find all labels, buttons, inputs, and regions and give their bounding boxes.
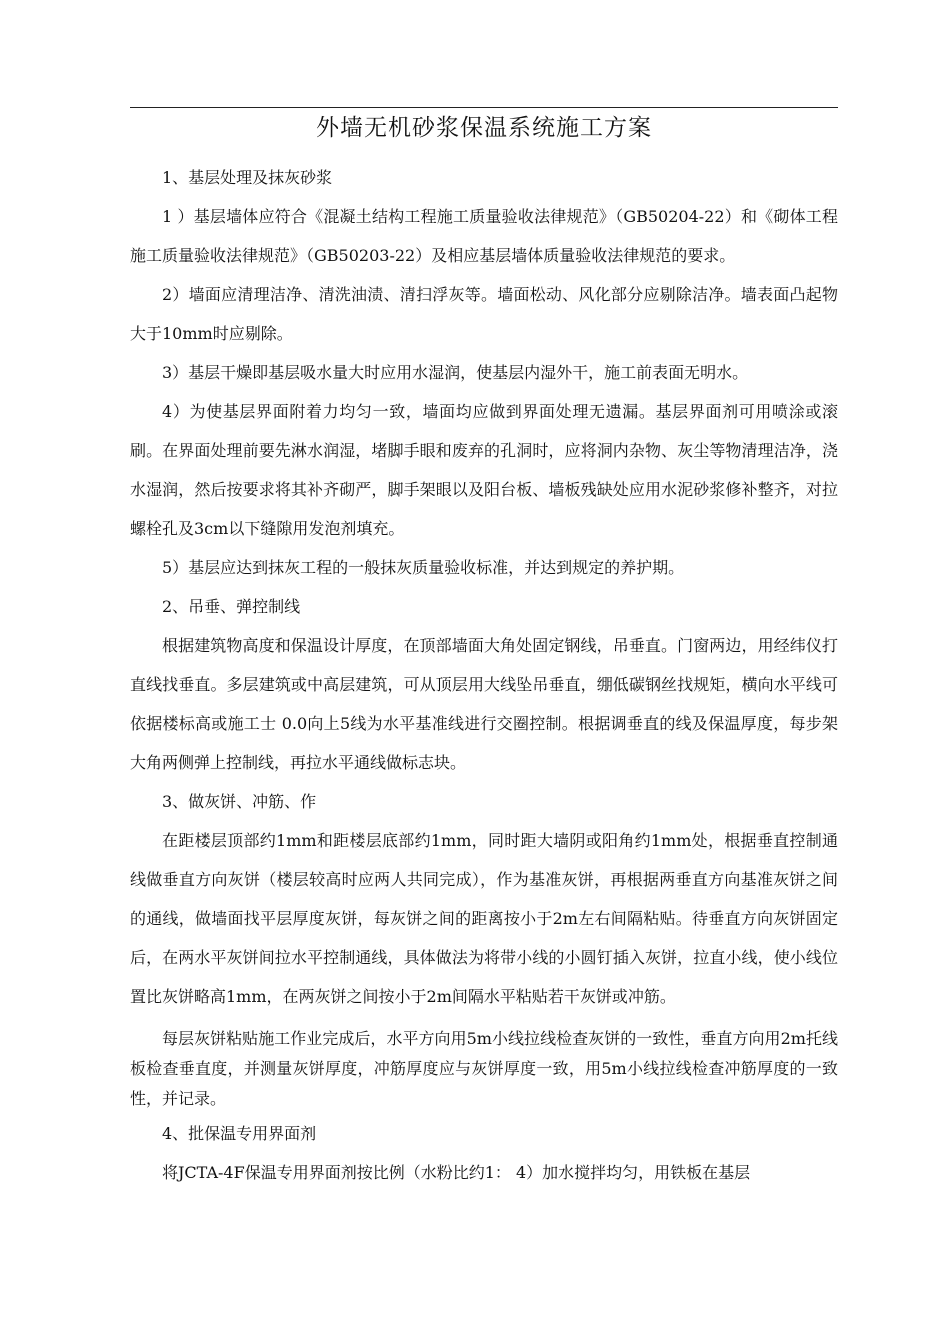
header-rule	[130, 107, 838, 108]
paragraph-3-1: 在距楼层顶部约1mm和距楼层底部约1mm，同时距大墙阴或阳角约1mm处，根据垂直控制通线做垂直方向灰饼（楼层较高时应两人共同完成），作为基准灰饼，再根据两垂直方向基准灰饼之间的通线，做墙面找平层厚度灰饼，每灰饼之间的距离按小于2m左右间隔粘贴。待垂直方向灰饼固定后，在两水平灰饼间拉水平控制通线，具体做法为将带小线的小圆钉插入灰饼，拉直小线，使小线位置比灰饼略高1mm，在两灰饼之间按小于2m间隔水平粘贴若干灰饼或冲筋。	[130, 831, 838, 1006]
paragraph-4-1: 将JCTA-4F保温专用界面剂按比例（水粉比约1： 4）加水搅拌均匀，用铁板在基层	[162, 1163, 751, 1182]
section-heading-2: 2、吊垂、弹控制线	[162, 597, 301, 616]
paragraph-1-5: 5）基层应达到抹灰工程的一般抹灰质量验收标准，并达到规定的养护期。	[162, 558, 685, 577]
section-heading-3: 3、做灰饼、冲筋、作	[162, 792, 317, 811]
paragraph-2-1: 根据建筑物高度和保温设计厚度，在顶部墙面大角处固定钢线，吊垂直。门窗两边，用经纬仪打直线找垂直。多层建筑或中高层建筑，可从顶层用大线坠吊垂直，绷低碳钢丝找规矩，横向水平线可依据楼标高或施工士 0.0向上5线为水平基准线进行交圈控制。根据调垂直的线及保温厚度，每步架大角两侧弹上控制线，再拉水平通线做标志块。	[130, 636, 838, 772]
paragraph-1-1: 1 ）基层墙体应符合《混凝土结构工程施工质量验收法律规范》（GB50204-22）和《砌体工程施工质量验收法律规范》（GB50203-22）及相应基层墙体质量验收法律规范的要求。	[130, 207, 838, 265]
paragraph-3-2: 每层灰饼粘贴施工作业完成后，水平方向用5m小线拉线检查灰饼的一致性，垂直方向用2m托线板检查垂直度，并测量灰饼厚度，冲筋厚度应与灰饼厚度一致，用5m小线拉线检查冲筋厚度的一致性，并记录。	[130, 1029, 838, 1108]
section-heading-4: 4、批保温专用界面剂	[162, 1124, 317, 1143]
document-body	[130, 158, 838, 1192]
paragraph-1-4: 4）为使基层界面附着力均匀一致，墙面均应做到界面处理无遗漏。基层界面剂可用喷涂或滚刷。在界面处理前要先淋水润湿，堵脚手眼和废弃的孔洞时，应将洞内杂物、灰尘等物清理洁净，浇水湿润，然后按要求将其补齐砌严，脚手架眼以及阳台板、墙板残缺处应用水泥砂浆修补整齐，对拉螺栓孔及3cm以下缝隙用发泡剂填充。	[130, 402, 838, 538]
document-title: 外墙无机砂浆保温系统施工方案	[316, 115, 652, 141]
paragraph-1-3: 3）基层干燥即基层吸水量大时应用水湿润，使基层内湿外干，施工前表面无明水。	[162, 363, 749, 382]
section-heading-1: 1、基层处理及抹灰砂浆	[162, 168, 333, 187]
paragraph-1-2: 2）墙面应清理洁净、清洗油渍、清扫浮灰等。墙面松动、风化部分应剔除洁净。墙表面凸起物大于10mm时应剔除。	[130, 285, 838, 343]
